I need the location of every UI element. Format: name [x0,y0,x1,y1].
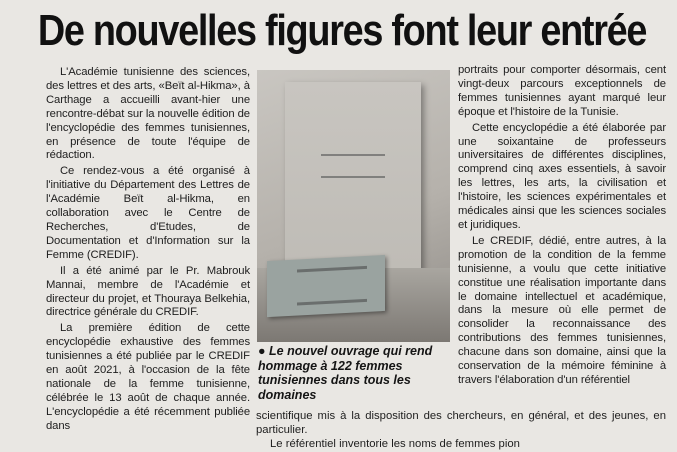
paragraph: scientifique mis à la disposition des chercheurs, en général, et des jeunes, en particulier. [256,410,666,436]
article-continuation [256,410,666,452]
headline: De nouvelles figures font leur entrée [37,6,647,55]
caption-text: Le nouvel ouvrage qui rend hommage à 122 femmes tunisiennes dans tous les domaines [258,344,433,402]
paragraph: Le référentiel inventorie les noms de femmes pion [270,437,520,450]
paragraph: L'Académie tunisienne des sciences, des lettres et des arts, «Beït al-Hikma», à Carthage a accueilli avant-hier une rencontre-débat sur la nouvelle édition de l'encyclopédie des femmes tunisiennes, en présence de toute l'équipe de rédaction. [46,66,250,162]
caption-bullet: ● [258,344,266,358]
paragraph: Cette encyclopédie a été élaborée par une soixantaine de professeurs universitaires de différentes disciplines, comprend cinq axes essentiels, à savoir les lettres, les arts, la civilisation et l'histoire, les sciences expérimentales et médicales ainsi que les sciences sociales et juridiques. [458,121,666,231]
photo-caption [258,344,454,402]
paragraph: Ce rendez-vous a été organisé à l'initiative du Département des Lettres de l'Académie Beït al-Hikma, en collaboration avec le Centre de Recherches, d'Etudes, de Documentation et d'Information sur la Femme (CREDIF). [46,165,250,261]
article-column-left [46,66,250,436]
article-column-right [458,64,666,390]
article-photo [257,70,450,342]
paragraph: Le CREDIF, dédié, entre autres, à la promotion de la condition de la femme tunisienne, a voulu que cette initiative constitue une réalisation importante dans le domaine intellectuel et académique, dans la mesure où elle permet de consolider la reconnaissance des contributions des femmes tunisiennes, chacune dans son domaine, ainsi que la conservation de la mémoire féminine à travers l'élaboration d'un référentiel [458,234,666,386]
paragraph: portraits pour comporter désormais, cent vingt-deux parcours exceptionnels de femmes tunisiennes ayant marqué leur époque et l'histoire de la Tunisie. [458,64,666,118]
paragraph: Il a été animé par le Pr. Mabrouk Mannai, membre de l'Académie et directeur du projet, et Thouraya Belkehia, directrice générale du CREDIF. [46,264,250,319]
paragraph: La première édition de cette encyclopédie exhaustive des femmes tunisiennes a été publiée par le CREDIF en août 2021, à l'occasion de la fête nationale de la femme tunisienne, célébrée le 13 août de chaque année. L'encyclopédie a été récemment publiée dans [46,322,250,432]
credif-booklet-image [267,255,385,317]
